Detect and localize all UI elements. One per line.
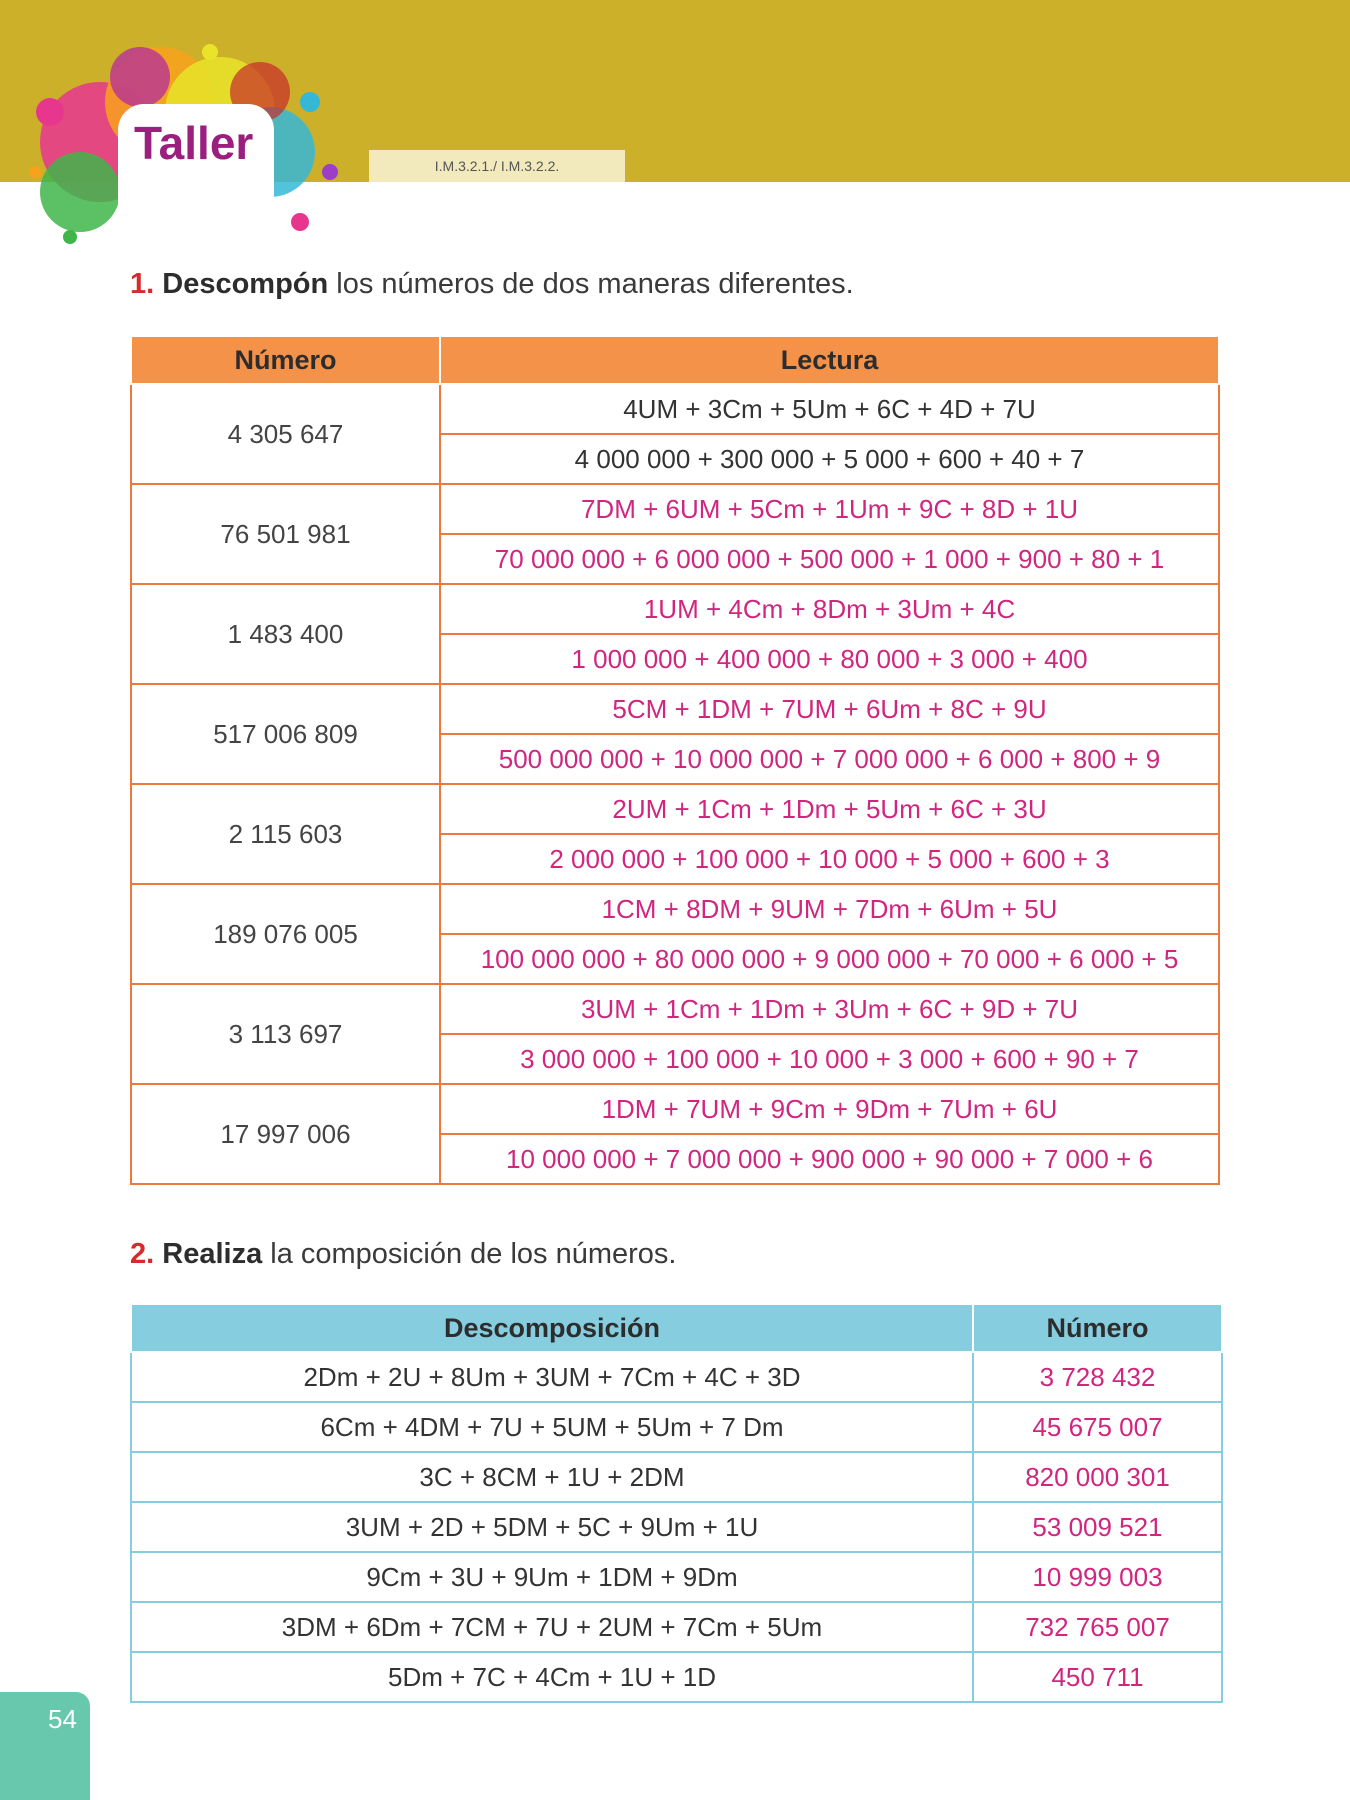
expanded-answer: 10 000 000 + 7 000 000 + 900 000 + 90 000 + 7 000 + 6 <box>440 1134 1219 1184</box>
curriculum-code: I.M.3.2.1./ I.M.3.2.2. <box>369 150 625 182</box>
number-answer: 53 009 521 <box>973 1502 1222 1552</box>
column-header-reading: Lectura <box>440 336 1219 384</box>
table-row <box>131 384 1219 434</box>
table-row <box>131 1452 1222 1502</box>
number-answer: 3 728 432 <box>973 1352 1222 1402</box>
place-value-answer: 5CM + 1DM + 7UM + 6Um + 8C + 9U <box>440 684 1219 734</box>
page-title: Taller <box>134 117 254 169</box>
instruction-2 <box>130 1238 676 1271</box>
decomposition-cell: 3UM + 2D + 5DM + 5C + 9Um + 1U <box>131 1502 973 1552</box>
decomposition-table <box>130 335 1220 1185</box>
expanded-answer: 1 000 000 + 400 000 + 80 000 + 3 000 + 400 <box>440 634 1219 684</box>
expanded-answer: 500 000 000 + 10 000 000 + 7 000 000 + 6 000 + 800 + 9 <box>440 734 1219 784</box>
table-header-row <box>131 336 1219 384</box>
number-cell: 17 997 006 <box>131 1084 440 1184</box>
table-row <box>131 1084 1219 1134</box>
decomposition-cell: 3DM + 6Dm + 7CM + 7U + 2UM + 7Cm + 5Um <box>131 1602 973 1652</box>
instruction-1-verb: Descompón <box>162 268 329 300</box>
number-cell: 517 006 809 <box>131 684 440 784</box>
number-answer: 45 675 007 <box>973 1402 1222 1452</box>
expanded-cell: 4 000 000 + 300 000 + 5 000 + 600 + 40 + 7 <box>440 434 1219 484</box>
column-header-number: Número <box>973 1304 1222 1352</box>
place-value-answer: 1DM + 7UM + 9Cm + 9Dm + 7Um + 6U <box>440 1084 1219 1134</box>
page-number: 54 <box>48 1704 77 1734</box>
number-answer: 450 711 <box>973 1652 1222 1702</box>
number-cell: 4 305 647 <box>131 384 440 484</box>
instruction-1-number: 1. <box>130 268 155 300</box>
table-row <box>131 1602 1222 1652</box>
place-value-answer: 1CM + 8DM + 9UM + 7Dm + 6Um + 5U <box>440 884 1219 934</box>
number-answer: 10 999 003 <box>973 1552 1222 1602</box>
expanded-answer: 2 000 000 + 100 000 + 10 000 + 5 000 + 600 + 3 <box>440 834 1219 884</box>
number-answer: 732 765 007 <box>973 1602 1222 1652</box>
instruction-2-text: la composición de los números. <box>262 1238 677 1270</box>
table-row <box>131 1552 1222 1602</box>
place-value-answer: 7DM + 6UM + 5Cm + 1Um + 9C + 8D + 1U <box>440 484 1219 534</box>
number-cell: 2 115 603 <box>131 784 440 884</box>
table-row <box>131 1352 1222 1402</box>
table-row <box>131 684 1219 734</box>
table-row <box>131 784 1219 834</box>
table-row <box>131 1652 1222 1702</box>
table-row <box>131 1402 1222 1452</box>
instruction-2-number: 2. <box>130 1238 155 1270</box>
place-value-answer: 2UM + 1Cm + 1Dm + 5Um + 6C + 3U <box>440 784 1219 834</box>
table-row <box>131 584 1219 634</box>
table-row <box>131 484 1219 534</box>
decomposition-cell: 9Cm + 3U + 9Um + 1DM + 9Dm <box>131 1552 973 1602</box>
composition-table <box>130 1303 1223 1703</box>
number-answer: 820 000 301 <box>973 1452 1222 1502</box>
instruction-2-verb: Realiza <box>162 1238 263 1270</box>
table-row <box>131 984 1219 1034</box>
number-cell: 76 501 981 <box>131 484 440 584</box>
decomposition-cell: 3C + 8CM + 1U + 2DM <box>131 1452 973 1502</box>
column-header-decomposition: Descomposición <box>131 1304 973 1352</box>
decomposition-cell: 2Dm + 2U + 8Um + 3UM + 7Cm + 4C + 3D <box>131 1352 973 1402</box>
expanded-answer: 3 000 000 + 100 000 + 10 000 + 3 000 + 600 + 90 + 7 <box>440 1034 1219 1084</box>
place-value-answer: 3UM + 1Cm + 1Dm + 3Um + 6C + 9D + 7U <box>440 984 1219 1034</box>
number-cell: 3 113 697 <box>131 984 440 1084</box>
place-value-answer: 1UM + 4Cm + 8Dm + 3Um + 4C <box>440 584 1219 634</box>
decomposition-cell: 6Cm + 4DM + 7U + 5UM + 5Um + 7 Dm <box>131 1402 973 1452</box>
column-header-number: Número <box>131 336 440 384</box>
number-cell: 1 483 400 <box>131 584 440 684</box>
table-row <box>131 884 1219 934</box>
instruction-1 <box>130 268 854 301</box>
table-header-row <box>131 1304 1222 1352</box>
table-row <box>131 1502 1222 1552</box>
instruction-1-text: los números de dos maneras diferentes. <box>328 268 854 300</box>
place-value-cell: 4UM + 3Cm + 5Um + 6C + 4D + 7U <box>440 384 1219 434</box>
expanded-answer: 100 000 000 + 80 000 000 + 9 000 000 + 70 000 + 6 000 + 5 <box>440 934 1219 984</box>
number-cell: 189 076 005 <box>131 884 440 984</box>
expanded-answer: 70 000 000 + 6 000 000 + 500 000 + 1 000 + 900 + 80 + 1 <box>440 534 1219 584</box>
decomposition-cell: 5Dm + 7C + 4Cm + 1U + 1D <box>131 1652 973 1702</box>
